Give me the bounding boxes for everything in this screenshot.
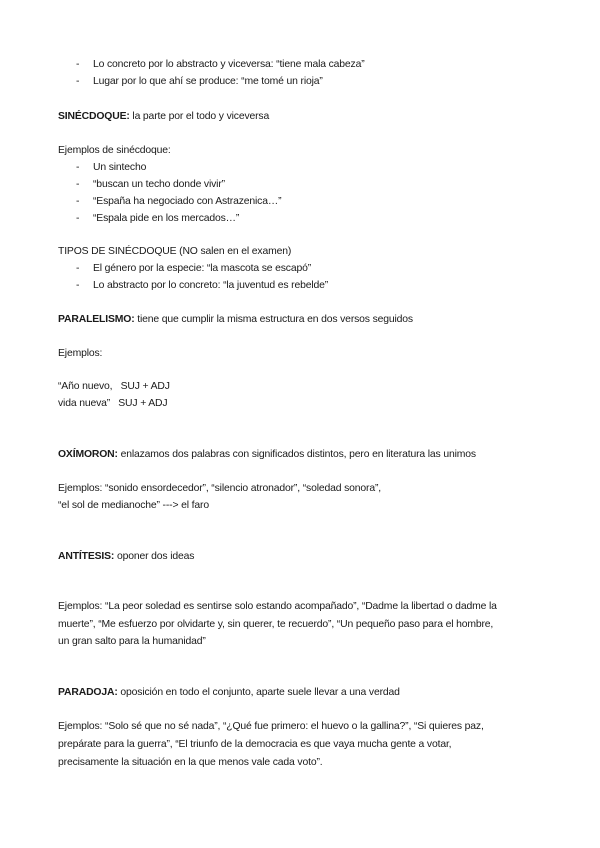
list-item-text: Lugar por lo que ahí se produce: “me tomé un rioja” [93,76,323,87]
example-line: precisamente la situación en la que menos vale cada voto”. [58,757,323,768]
paradoja-paragraph [58,686,400,699]
antitesis-paragraph [58,550,194,563]
list-item-text: Lo concreto por lo abstracto y viceversa: “tiene mala cabeza” [93,59,365,70]
list-item [76,161,146,174]
paralelismo-paragraph [58,313,413,326]
bullet-dash: - [76,162,80,173]
bullet-dash: - [76,59,80,70]
example-line: prepárate para la guerra”, “El triunfo de la democracia es que vaya mucha gente a votar, [58,739,452,750]
term-heading: OXÍMORON: [58,449,118,460]
term-definition: oposición en todo el conjunto, aparte suele llevar a una verdad [117,687,400,698]
examples-heading: Ejemplos de sinécdoque: [58,145,171,156]
list-item-text: Un sintecho [93,162,147,173]
list-item-text: El género por la especie: “la mascota se escapó” [93,263,312,274]
example-line: “Año nuevo, SUJ + ADJ [58,381,170,392]
oximoron-paragraph [58,448,476,461]
example-line: vida nueva” SUJ + ADJ [58,398,168,409]
list-item-text: “España ha negociado con Astrazenica…” [93,196,282,207]
bullet-dash: - [76,280,80,291]
list-item [76,178,225,191]
list-item [76,58,365,71]
term-heading: PARADOJA: [58,687,118,698]
example-line: un gran salto para la humanidad” [58,636,206,647]
term-heading: PARALELISMO: [58,314,135,325]
list-item-text: “buscan un techo donde vivir” [93,179,225,190]
list-item [76,195,281,208]
bullet-dash: - [76,76,80,87]
term-heading: SINÉCDOQUE: [58,111,130,122]
example-line: Ejemplos: “sonido ensordecedor”, “silencio atronador”, “soledad sonora”, [58,483,382,494]
example-line: muerte”, “Me esfuerzo por olvidarte y, sin querer, te recuerdo”, “Un pequeño paso para el hombre, [58,619,494,630]
bullet-dash: - [76,213,80,224]
term-heading: ANTÍTESIS: [58,551,115,562]
bullet-dash: - [76,196,80,207]
list-item [76,279,328,292]
bullet-dash: - [76,179,80,190]
bullet-dash: - [76,263,80,274]
list-item-text: Lo abstracto por lo concreto: “la juventud es rebelde” [93,280,329,291]
example-line: “el sol de medianoche” ---> el faro [58,500,209,511]
list-item [76,262,311,275]
list-item-text: “Espala pide en los mercados…” [93,213,240,224]
term-definition: tiene que cumplir la misma estructura en dos versos seguidos [134,314,413,325]
example-line: Ejemplos: “La peor soledad es sentirse solo estando acompañado”, “Dadme la libertad o dadme la [58,601,497,612]
sinecdoque-paragraph [58,110,269,123]
types-heading: TIPOS DE SINÉCDOQUE (NO salen en el examen) [58,246,292,257]
examples-heading: Ejemplos: [58,348,103,359]
term-definition: la parte por el todo y viceversa [129,111,270,122]
term-definition: oponer dos ideas [114,551,195,562]
list-item [76,212,239,225]
term-definition: enlazamos dos palabras con significados distintos, pero en literatura las unimos [117,449,476,460]
list-item [76,75,323,88]
example-line: Ejemplos: “Solo sé que no sé nada”, “¿Qué fue primero: el huevo o la gallina?”, “Si quieres paz, [58,721,484,732]
